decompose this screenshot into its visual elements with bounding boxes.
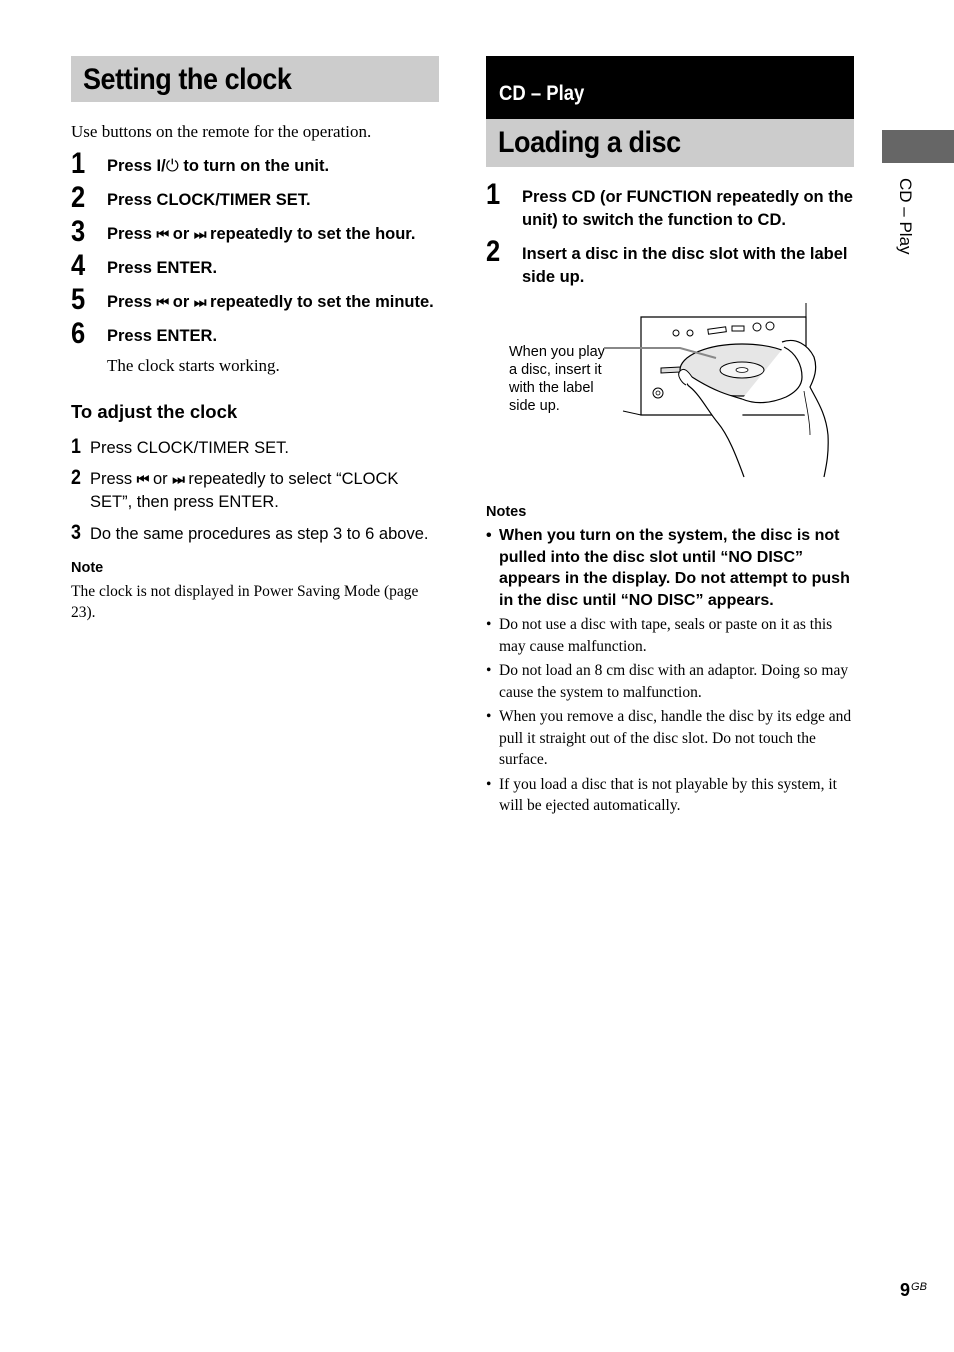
step-5: 5 Press ⏮ or ⏭ repeatedly to set the minute. xyxy=(71,283,434,316)
step-number: 6 xyxy=(71,317,86,350)
disc-steps xyxy=(486,178,854,289)
step-number: 1 xyxy=(71,147,86,180)
previous-track-icon: ⏮ xyxy=(156,294,169,310)
note-heading: Note xyxy=(71,560,104,576)
adjust-clock-heading: To adjust the clock xyxy=(71,401,238,422)
figure-caption: When you play a disc, insert it with the label side up. xyxy=(509,344,605,414)
notes-list xyxy=(486,525,854,817)
adjust-step-3: 3 Do the same procedures as step 3 to 6 above. xyxy=(71,523,439,546)
step-number: 1 xyxy=(486,178,501,211)
step-number: 2 xyxy=(486,235,501,268)
notes-heading: Notes xyxy=(486,504,527,520)
previous-track-icon: ⏮ xyxy=(156,226,169,242)
list-item: • When you turn on the system, the disc is not pulled into the disc slot until “NO DISC” appears in the display. Do not attempt to push in the disc until “NO DISC” appears. xyxy=(486,525,854,611)
power-icon: ⏻ xyxy=(165,157,179,175)
adjust-step-2: 2 Press ⏮ or ⏭ repeatedly to select “CLOCK SET”, then press ENTER. xyxy=(71,466,399,511)
disc-step-1: 1 Press CD (or FUNCTION repeatedly on the unit) to switch the function to CD. xyxy=(486,178,853,229)
adjust-step-1: 1 Press CLOCK/TIMER SET. xyxy=(71,437,439,460)
note-text: The clock is not displayed in Power Saving Mode (page 23). xyxy=(71,583,419,621)
step-2: 2 Press CLOCK/TIMER SET. xyxy=(71,181,311,214)
disc-step-2: 2 Insert a disc in the disc slot with the label side up. xyxy=(486,235,848,286)
list-item: • Do not load an 8 cm disc with an adaptor. Doing so may cause the system to malfunction. xyxy=(486,660,854,703)
adjust-steps xyxy=(71,437,439,546)
clock-steps xyxy=(71,147,439,376)
disc-insert-illustration xyxy=(596,295,846,479)
step-number: 5 xyxy=(71,283,86,316)
list-item: • If you load a disc that is not playable by this system, it will be ejected automatically. xyxy=(486,774,854,817)
category-bar: CD – Play xyxy=(486,56,854,119)
step-number: 4 xyxy=(71,249,86,282)
step-6-result: The clock starts working. xyxy=(107,356,280,375)
list-item: • When you remove a disc, handle the disc by its edge and pull it straight out of the disc slot. Do not touch the surface. xyxy=(486,706,854,771)
step-number: 1 xyxy=(71,435,81,458)
step-number: 2 xyxy=(71,181,86,214)
section-title-setting-clock: Setting the clock xyxy=(71,56,439,102)
list-item: • Do not use a disc with tape, seals or paste on it as this may cause malfunction. xyxy=(486,614,854,657)
step-6: 6 Press ENTER. xyxy=(71,317,218,350)
step-number: 2 xyxy=(71,466,81,489)
left-column xyxy=(71,56,439,623)
disc-insert-figure xyxy=(486,295,854,479)
side-section-label: CD – Play xyxy=(896,178,915,255)
step-1: 1 Press I/⏻ to turn on the unit. xyxy=(71,147,330,180)
step-4: 4 Press ENTER. xyxy=(71,249,218,282)
step-number: 3 xyxy=(71,521,81,544)
page-number: $9^{GB}$ xyxy=(900,1280,927,1300)
previous-track-icon: ⏮ xyxy=(136,471,149,487)
notes-block xyxy=(486,504,854,817)
next-track-icon: ⏭ xyxy=(172,471,184,487)
step-3: 3 Press ⏮ or ⏭ repeatedly to set the hour. xyxy=(71,215,416,248)
next-track-icon: ⏭ xyxy=(193,294,206,310)
section-tab-marker xyxy=(882,130,954,163)
note-block xyxy=(71,560,439,623)
intro-text: Use buttons on the remote for the operation. xyxy=(71,122,372,141)
step-number: 3 xyxy=(71,215,86,248)
right-column xyxy=(486,56,854,817)
section-title-loading-disc: Loading a disc xyxy=(486,119,854,167)
next-track-icon: ⏭ xyxy=(193,226,206,242)
